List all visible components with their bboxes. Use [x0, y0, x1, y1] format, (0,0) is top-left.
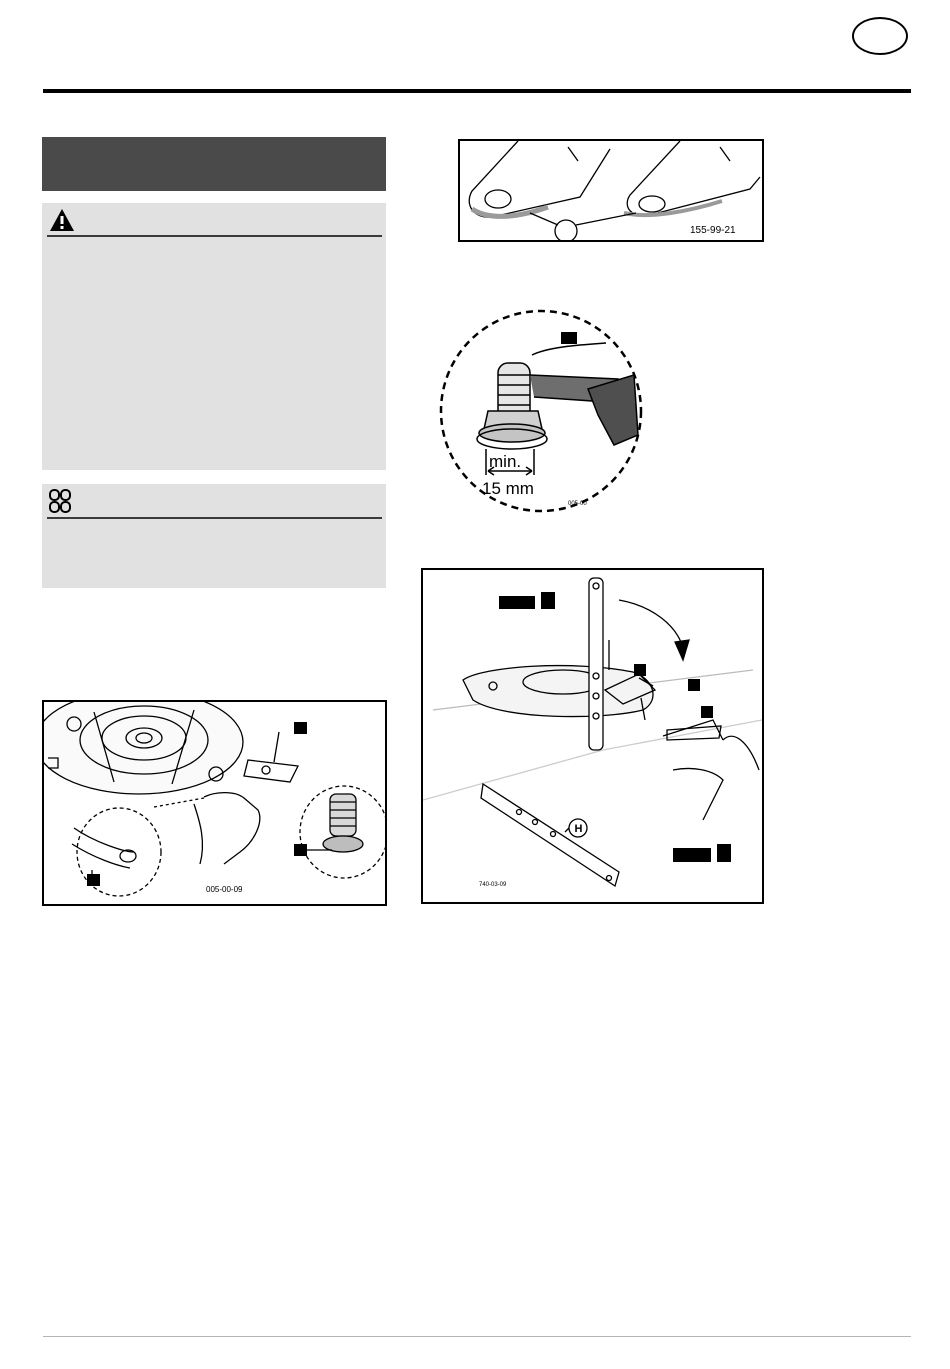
bolt-illustration	[438, 305, 648, 517]
warning-triangle-icon	[48, 207, 76, 233]
callout-label	[634, 664, 646, 676]
measure-value: 15 mm	[482, 479, 534, 498]
warning-box-rule	[47, 235, 382, 237]
callout-label	[541, 592, 555, 609]
note-clover-icon	[48, 488, 72, 514]
callout-label	[701, 706, 713, 718]
callout-label	[688, 679, 700, 691]
figure-blade-wear	[458, 139, 764, 242]
figure-disc-blade	[42, 700, 387, 906]
footer-rule	[43, 1336, 911, 1337]
blade-lever-illustration	[423, 570, 762, 902]
figure-code: 005-00	[568, 501, 587, 507]
disc-blade-illustration	[44, 702, 385, 904]
header-rule	[43, 89, 911, 93]
callout-label	[561, 332, 577, 344]
language-badge	[852, 17, 908, 55]
callout-label	[499, 596, 535, 609]
callout-label	[717, 844, 731, 862]
callout-label	[673, 848, 711, 862]
measure-label: min.	[489, 452, 522, 471]
note-box	[42, 484, 386, 588]
warning-box	[42, 203, 386, 470]
note-box-rule	[47, 517, 382, 519]
figure-code: 005-00-09	[206, 885, 243, 894]
figure-bolt-min-length	[438, 305, 648, 517]
figure-blade-lever	[421, 568, 764, 904]
figure-code: 155-99-21	[690, 225, 736, 236]
callout-label	[294, 722, 307, 734]
blade-wear-illustration	[460, 141, 762, 240]
callout-label	[87, 874, 100, 886]
figure-code: 740-03-09	[479, 882, 507, 888]
callout-h: H	[574, 823, 583, 835]
callout-label	[294, 844, 307, 856]
section-title-bar	[42, 137, 386, 191]
